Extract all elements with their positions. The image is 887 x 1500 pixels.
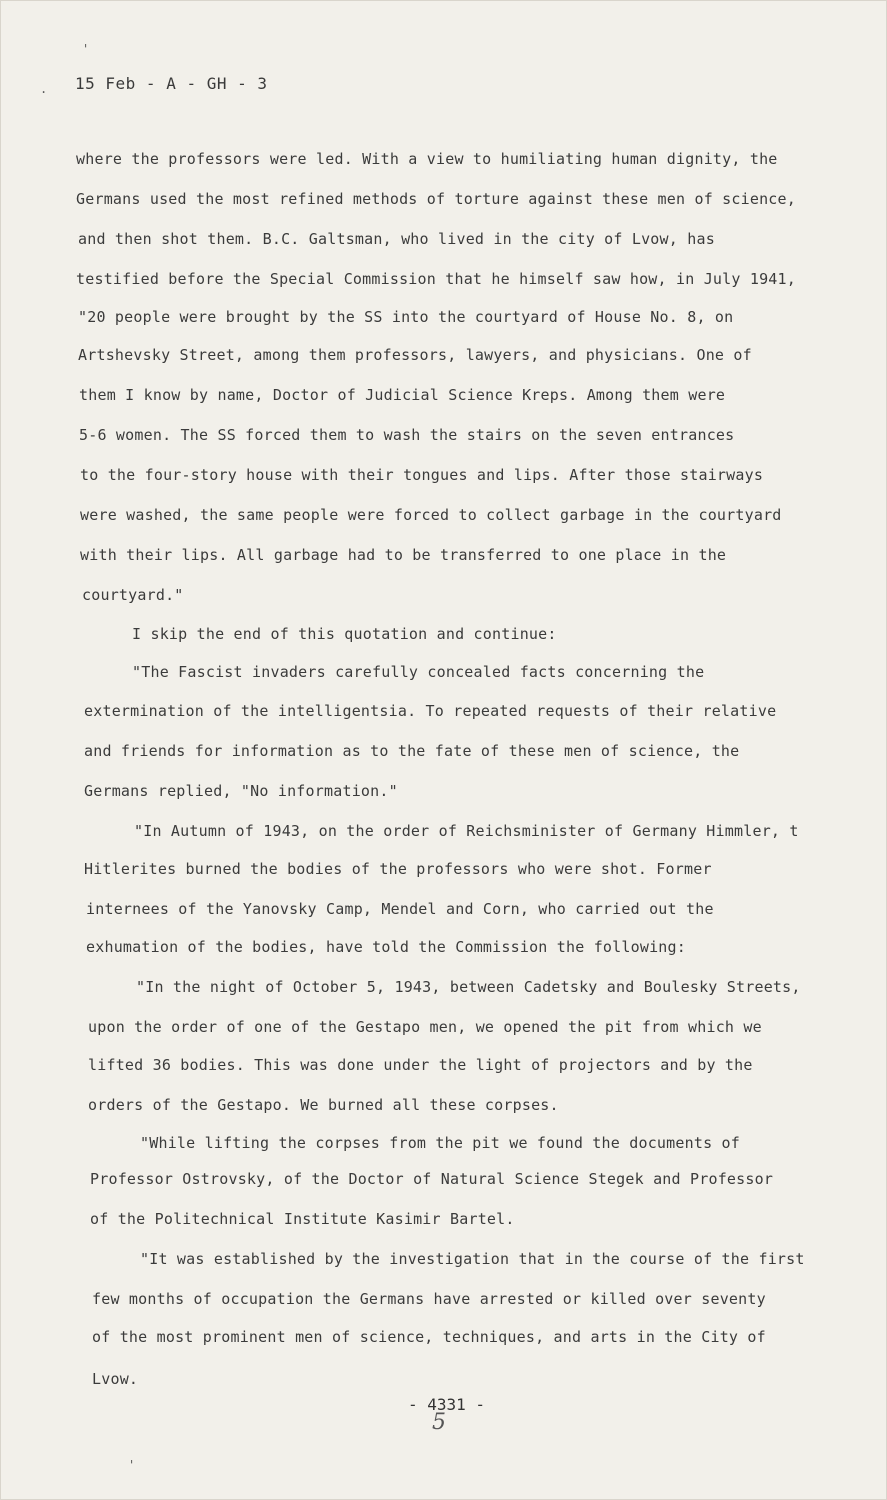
text-line: orders of the Gestapo. We burned all these corpses. <box>88 1096 559 1114</box>
margin-mark: . <box>40 82 48 96</box>
text-line: "20 people were brought by the SS into the courtyard of House No. 8, on <box>78 308 734 326</box>
text-line: few months of occupation the Germans have arrested or killed over seventy <box>92 1290 766 1308</box>
handwritten-page-number: 5 <box>432 1410 446 1435</box>
text-line: were washed, the same people were forced to collect garbage in the courtyard <box>80 506 782 524</box>
text-line: internees of the Yanovsky Camp, Mendel and Corn, who carried out the <box>86 900 714 918</box>
text-line: I skip the end of this quotation and continue: <box>132 625 557 643</box>
text-line: Professor Ostrovsky, of the Doctor of Natural Science Stegek and Professor <box>90 1170 774 1188</box>
margin-mark: ' <box>82 42 90 56</box>
text-line: "It was established by the investigation that in the course of the first <box>140 1250 805 1268</box>
text-line: Lvow. <box>92 1370 139 1388</box>
text-line: upon the order of one of the Gestapo men, we opened the pit from which we <box>88 1018 762 1036</box>
page-header: 15 Feb - A - GH - 3 <box>75 74 268 93</box>
text-line: courtyard." <box>82 586 184 604</box>
text-line: "The Fascist invaders carefully concealed facts concerning the <box>132 663 705 681</box>
text-line: them I know by name, Doctor of Judicial Science Kreps. Among them were <box>79 386 726 404</box>
text-line: extermination of the intelligentsia. To repeated requests of their relative <box>84 702 777 720</box>
text-line: Artshevsky Street, among them professors, lawyers, and physicians. One of <box>78 346 752 364</box>
text-line: and then shot them. B.C. Galtsman, who lived in the city of Lvow, has <box>78 230 715 248</box>
text-line: "While lifting the corpses from the pit we found the documents of <box>140 1134 740 1152</box>
text-line: "In the night of October 5, 1943, between Cadetsky and Boulesky Streets, <box>136 978 801 996</box>
text-line: "In Autumn of 1943, on the order of Reichsminister of Germany Himmler, t <box>134 822 799 840</box>
text-line: of the Politechnical Institute Kasimir Bartel. <box>90 1210 515 1228</box>
margin-mark: ' <box>128 1458 136 1472</box>
text-line: exhumation of the bodies, have told the Commission the following: <box>86 938 686 956</box>
text-line: of the most prominent men of science, techniques, and arts in the City of <box>92 1328 766 1346</box>
page-number: - 4331 - <box>408 1395 486 1414</box>
text-line: Hitlerites burned the bodies of the professors who were shot. Former <box>84 860 712 878</box>
text-line: Germans used the most refined methods of torture against these men of science, <box>76 190 796 208</box>
text-line: testified before the Special Commission that he himself saw how, in July 1941, <box>76 270 796 288</box>
text-line: Germans replied, "No information." <box>84 782 398 800</box>
text-line: lifted 36 bodies. This was done under the light of projectors and by the <box>88 1056 753 1074</box>
text-line: 5-6 women. The SS forced them to wash the stairs on the seven entrances <box>79 426 735 444</box>
text-line: and friends for information as to the fate of these men of science, the <box>84 742 740 760</box>
text-line: with their lips. All garbage had to be transferred to one place in the <box>80 546 727 564</box>
text-line: to the four-story house with their tongues and lips. After those stairways <box>80 466 764 484</box>
text-line: where the professors were led. With a view to humiliating human dignity, the <box>76 150 778 168</box>
